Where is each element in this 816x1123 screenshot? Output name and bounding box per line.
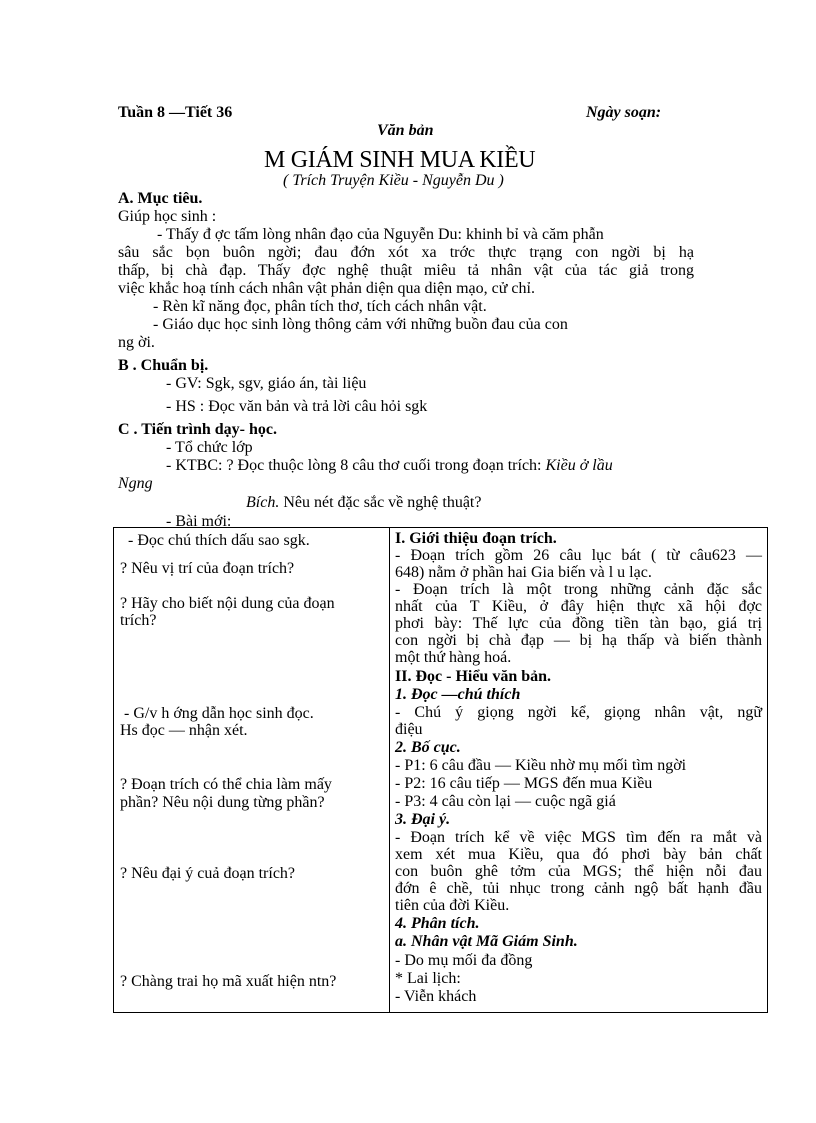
right-p10: - Viễn khách [395,988,477,1005]
prep-gv: - GV: Sgk, sgv, giáo án, tài liệu [166,375,367,392]
left-q4-line-2: Hs đọc — nhận xét. [120,722,248,739]
objective-3-line-1: - Giáo dục học sinh lòng thông cảm với những buồn đau của con [153,316,568,333]
left-q5-line-1: ? Đoạn trích có thể chia làm mấy [120,776,332,793]
date-label: Ngày soạn: [586,104,662,121]
section-a-heading: A. Mục tiêu. [118,190,203,207]
page-subtitle: ( Trích Truyện Kiều - Nguyễn Du ) [283,172,504,189]
left-q3-line-1: ? Hãy cho biết nội dung của đoạn [120,595,335,612]
objective-1-line-4: việc khắc hoạ tính cách nhân vật phản diện qua diện mạo, cử chỉ. [118,280,535,297]
right-p7-line-4: đớn ê chề, tủi nhục trong cảnh ngộ bất hạnh đầu [395,880,762,897]
left-q3-line-2: trích? [120,612,157,629]
right-p2-line-1: - Đoạn trích là một trong những cảnh đặc sắc [395,581,762,598]
ktbc-line-2 [246,494,481,512]
right-p7-line-1: - Đoạn trích kể về việc MGS tìm đến ra mắt và [395,829,762,846]
right-heading-1: I. Giới thiệu đoạn trích. [395,530,557,547]
right-p1-line-1: - Đoạn trích gồm 26 câu lục bát ( từ câu623 — [395,547,762,564]
right-p5: - P2: 16 câu tiếp — MGS đến mua Kiều [395,775,653,792]
right-p7-line-5: tiên của đời Kiều. [395,897,510,914]
ktbc-text: - KTBC: ? Đọc thuộc lòng 8 câu thơ cuối trong đoạn trích: [166,457,546,474]
right-sub-3: 3. Đại ý. [395,811,451,828]
objective-3-line-2: ng ời. [118,334,155,351]
right-p6: - P3: 4 câu còn lại — cuộc ngã giá [395,793,616,810]
right-p4: - P1: 6 câu đầu — Kiều nhờ mụ mối tìm ngời [395,757,687,774]
right-sub-4: 4. Phân tích. [395,915,480,932]
ktbc-rest: Nêu nét đặc sắc về nghệ thuật? [279,494,482,511]
right-p2-line-5: một thứ hàng hoá. [395,649,512,666]
left-q2: ? Nêu vị trí của đoạn trích? [120,560,295,577]
ktbc-italic-2: Ngng [118,475,153,492]
step-ktbc [166,457,613,475]
left-q4-line-1: - G/v h ớng dẫn học sinh đọc. [124,705,314,722]
section-c-heading: C . Tiến trình dạy- học. [118,421,277,438]
right-p7-line-2: xem xét mua Kiều, qua đó phơi bày bản chất [395,846,762,863]
right-p3-line-2: điệu [395,721,423,738]
prep-hs: - HS : Đọc văn bản và trả lời câu hỏi sgk [166,398,428,415]
right-p2-line-4: con ngời bị chà đạp — bị hạ thấp và biến thành [395,632,762,649]
objective-1-line-2: sâu sắc bọn buôn ngời; đau đớn xót xa trớc thực trạng con ngời bị hạ [118,244,694,261]
section-a-intro: Giúp học sinh : [118,208,217,225]
objective-2: - Rèn kĩ năng đọc, phân tích thơ, tích cách nhân vật. [153,298,487,315]
step-organize: - Tổ chức lớp [166,439,253,456]
objective-1-line-3: thấp, bị chà đạp. Thấy đợc nghệ thuật miêu tả nhân vật của tác giả trong [118,262,694,279]
left-q7: ? Chàng trai họ mã xuất hiện ntn? [120,973,337,990]
right-sub-4a: a. Nhân vật Mã Giám Sinh. [395,933,578,950]
right-heading-2: II. Đọc - Hiểu văn bản. [395,668,552,685]
lesson-table [113,527,768,1013]
right-p7-line-3: con buôn ghê tởm của MGS; thể hiện nỗi đau [395,863,762,880]
right-p2-line-3: phơi bày: Thế lực của đồng tiền tàn bạo, giá trị [395,615,762,632]
objective-1-line-1: - Thấy đ ợc tấm lòng nhân đạo của Nguyễn Du: khinh bỉ và căm phẫn [157,226,604,243]
right-p2-line-2: nhất của T Kiều, ở đây hiện thực xã hội đợc [395,598,762,615]
step-new-lesson: - Bài mới: [166,513,232,530]
right-p9: * Lai lịch: [395,970,461,987]
section-b-heading: B . Chuẩn bị. [118,357,209,374]
right-p1-line-2: 648) nằm ở phần hai Gia biến và l u lạc. [395,564,652,581]
table-column-divider [389,528,390,1012]
page-title: M GIÁM SINH MUA KIỀU [264,147,536,173]
right-p8: - Do mụ mối đa đồng [395,952,533,969]
week-lesson: Tuần 8 —Tiết 36 [118,104,233,121]
genre-label: Văn bản [377,122,434,139]
left-q1: - Đọc chú thích dấu sao sgk. [128,532,310,549]
ktbc-italic: Kiều ở lầu [545,457,613,474]
right-sub-1: 1. Đọc —chú thích [395,686,521,703]
ktbc-bich: Bích. [246,494,280,511]
right-sub-2: 2. Bố cục. [395,739,461,756]
right-p3-line-1: - Chú ý giọng ngời kể, giọng nhân vật, ngữ [395,704,762,721]
left-q5-line-2: phần? Nêu nội dung từng phần? [120,794,325,811]
left-q6: ? Nêu đại ý cuả đoạn trích? [120,865,296,882]
